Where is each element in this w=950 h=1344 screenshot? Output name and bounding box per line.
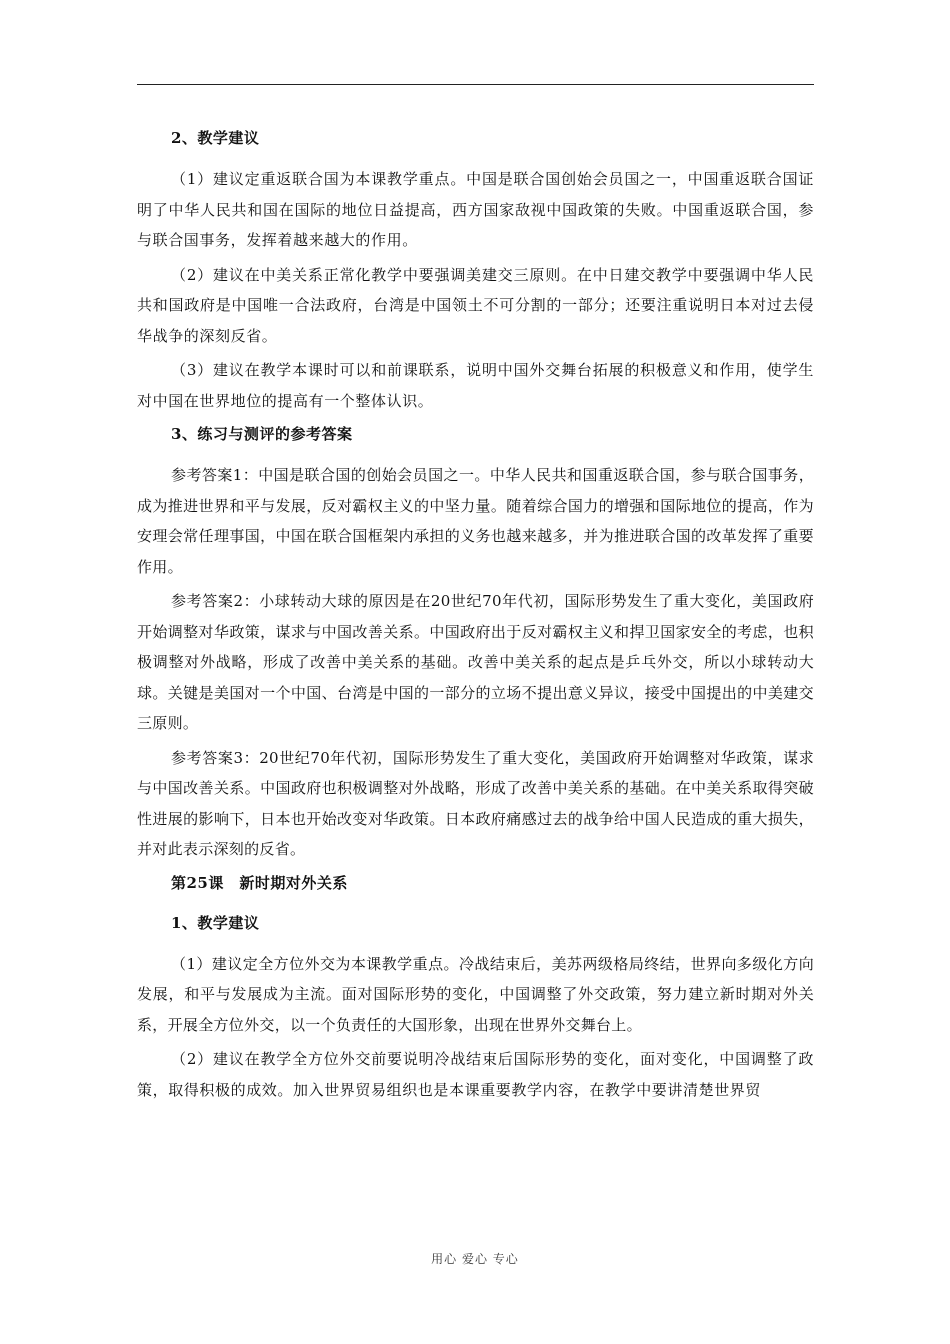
answer-paragraph: 参考答案2：小球转动大球的原因是在20世纪70年代初，国际形势发生了重大变化，美国政府开始调整对华政策，谋求与中国改善关系。中国政府出于反对霸权主义和捍卫国家安全的考虑，也积极调整对外战略，形成了改善中美关系的基础。改善中美关系的起点是乒乓外交，所以小球转动大球。关键是美国对一个中国、台湾是中国的一部分的立场不提出意义异议，接受中国提出的中美建交三原则。 <box>137 592 814 732</box>
section-heading: 2、教学建议 <box>171 129 260 147</box>
answer-paragraph: 参考答案1：中国是联合国的创始会员国之一。中华人民共和国重返联合国，参与联合国事务，成为推进世界和平与发展，反对霸权主义的中坚力量。随着综合国力的增强和国际地位的提高，作为安理会常任理事国，中国在联合国框架内承担的义务也越来越多，并为推进联合国的改革发挥了重要作用。 <box>137 466 814 576</box>
page-footer: 用心 爱心 专心 <box>431 1252 519 1266</box>
section-heading: 1、教学建议 <box>171 913 260 932</box>
header-rule <box>137 84 814 85</box>
lesson-title: 第25课 新时期对外关系 <box>171 873 348 892</box>
paragraph: （1）建议定全方位外交为本课教学重点。冷战结束后，美苏两级格局终结，世界向多级化方向发展，和平与发展成为主流。面对国际形势的变化，中国调整了外交政策，努力建立新时期对外关系，开展全方位外交，以一个负责任的大国形象，出现在世界外交舞台上。 <box>137 954 814 1034</box>
paragraph: （2）建议在中美关系正常化教学中要强调美建交三原则。在中日建交教学中要强调中华人民共和国政府是中国唯一合法政府，台湾是中国领土不可分割的一部分；还要注重说明日本对过去侵华战争的深刻反省。 <box>137 265 814 345</box>
paragraph: （1）建议定重返联合国为本课教学重点。中国是联合国创始会员国之一，中国重返联合国证明了中华人民共和国在国际的地位日益提高，西方国家敌视中国政策的失败。中国重返联合国，参与联合国事务，发挥着越来越大的作用。 <box>137 170 814 249</box>
answer-paragraph: 参考答案3：20世纪70年代初，国际形势发生了重大变化，美国政府开始调整对华政策，谋求与中国改善关系。中国政府也积极调整对外战略，形成了改善中美关系的基础。在中美关系取得突破性进展的影响下，日本也开始改变对华政策。日本政府痛感过去的战争给中国人民造成的重大损失，并对此表示深刻的反省。 <box>137 748 814 858</box>
section-heading: 3、练习与测评的参考答案 <box>171 425 353 443</box>
paragraph: （3）建议在教学本课时可以和前课联系，说明中国外交舞台拓展的积极意义和作用，使学生对中国在世界地位的提高有一个整体认识。 <box>137 361 814 410</box>
document-body <box>137 124 814 1109</box>
paragraph: （2）建议在教学全方位外交前要说明冷战结束后国际形势的变化，面对变化，中国调整了政策，取得积极的成效。加入世界贸易组织也是本课重要教学内容，在教学中要讲清楚世界贸 <box>137 1050 814 1099</box>
